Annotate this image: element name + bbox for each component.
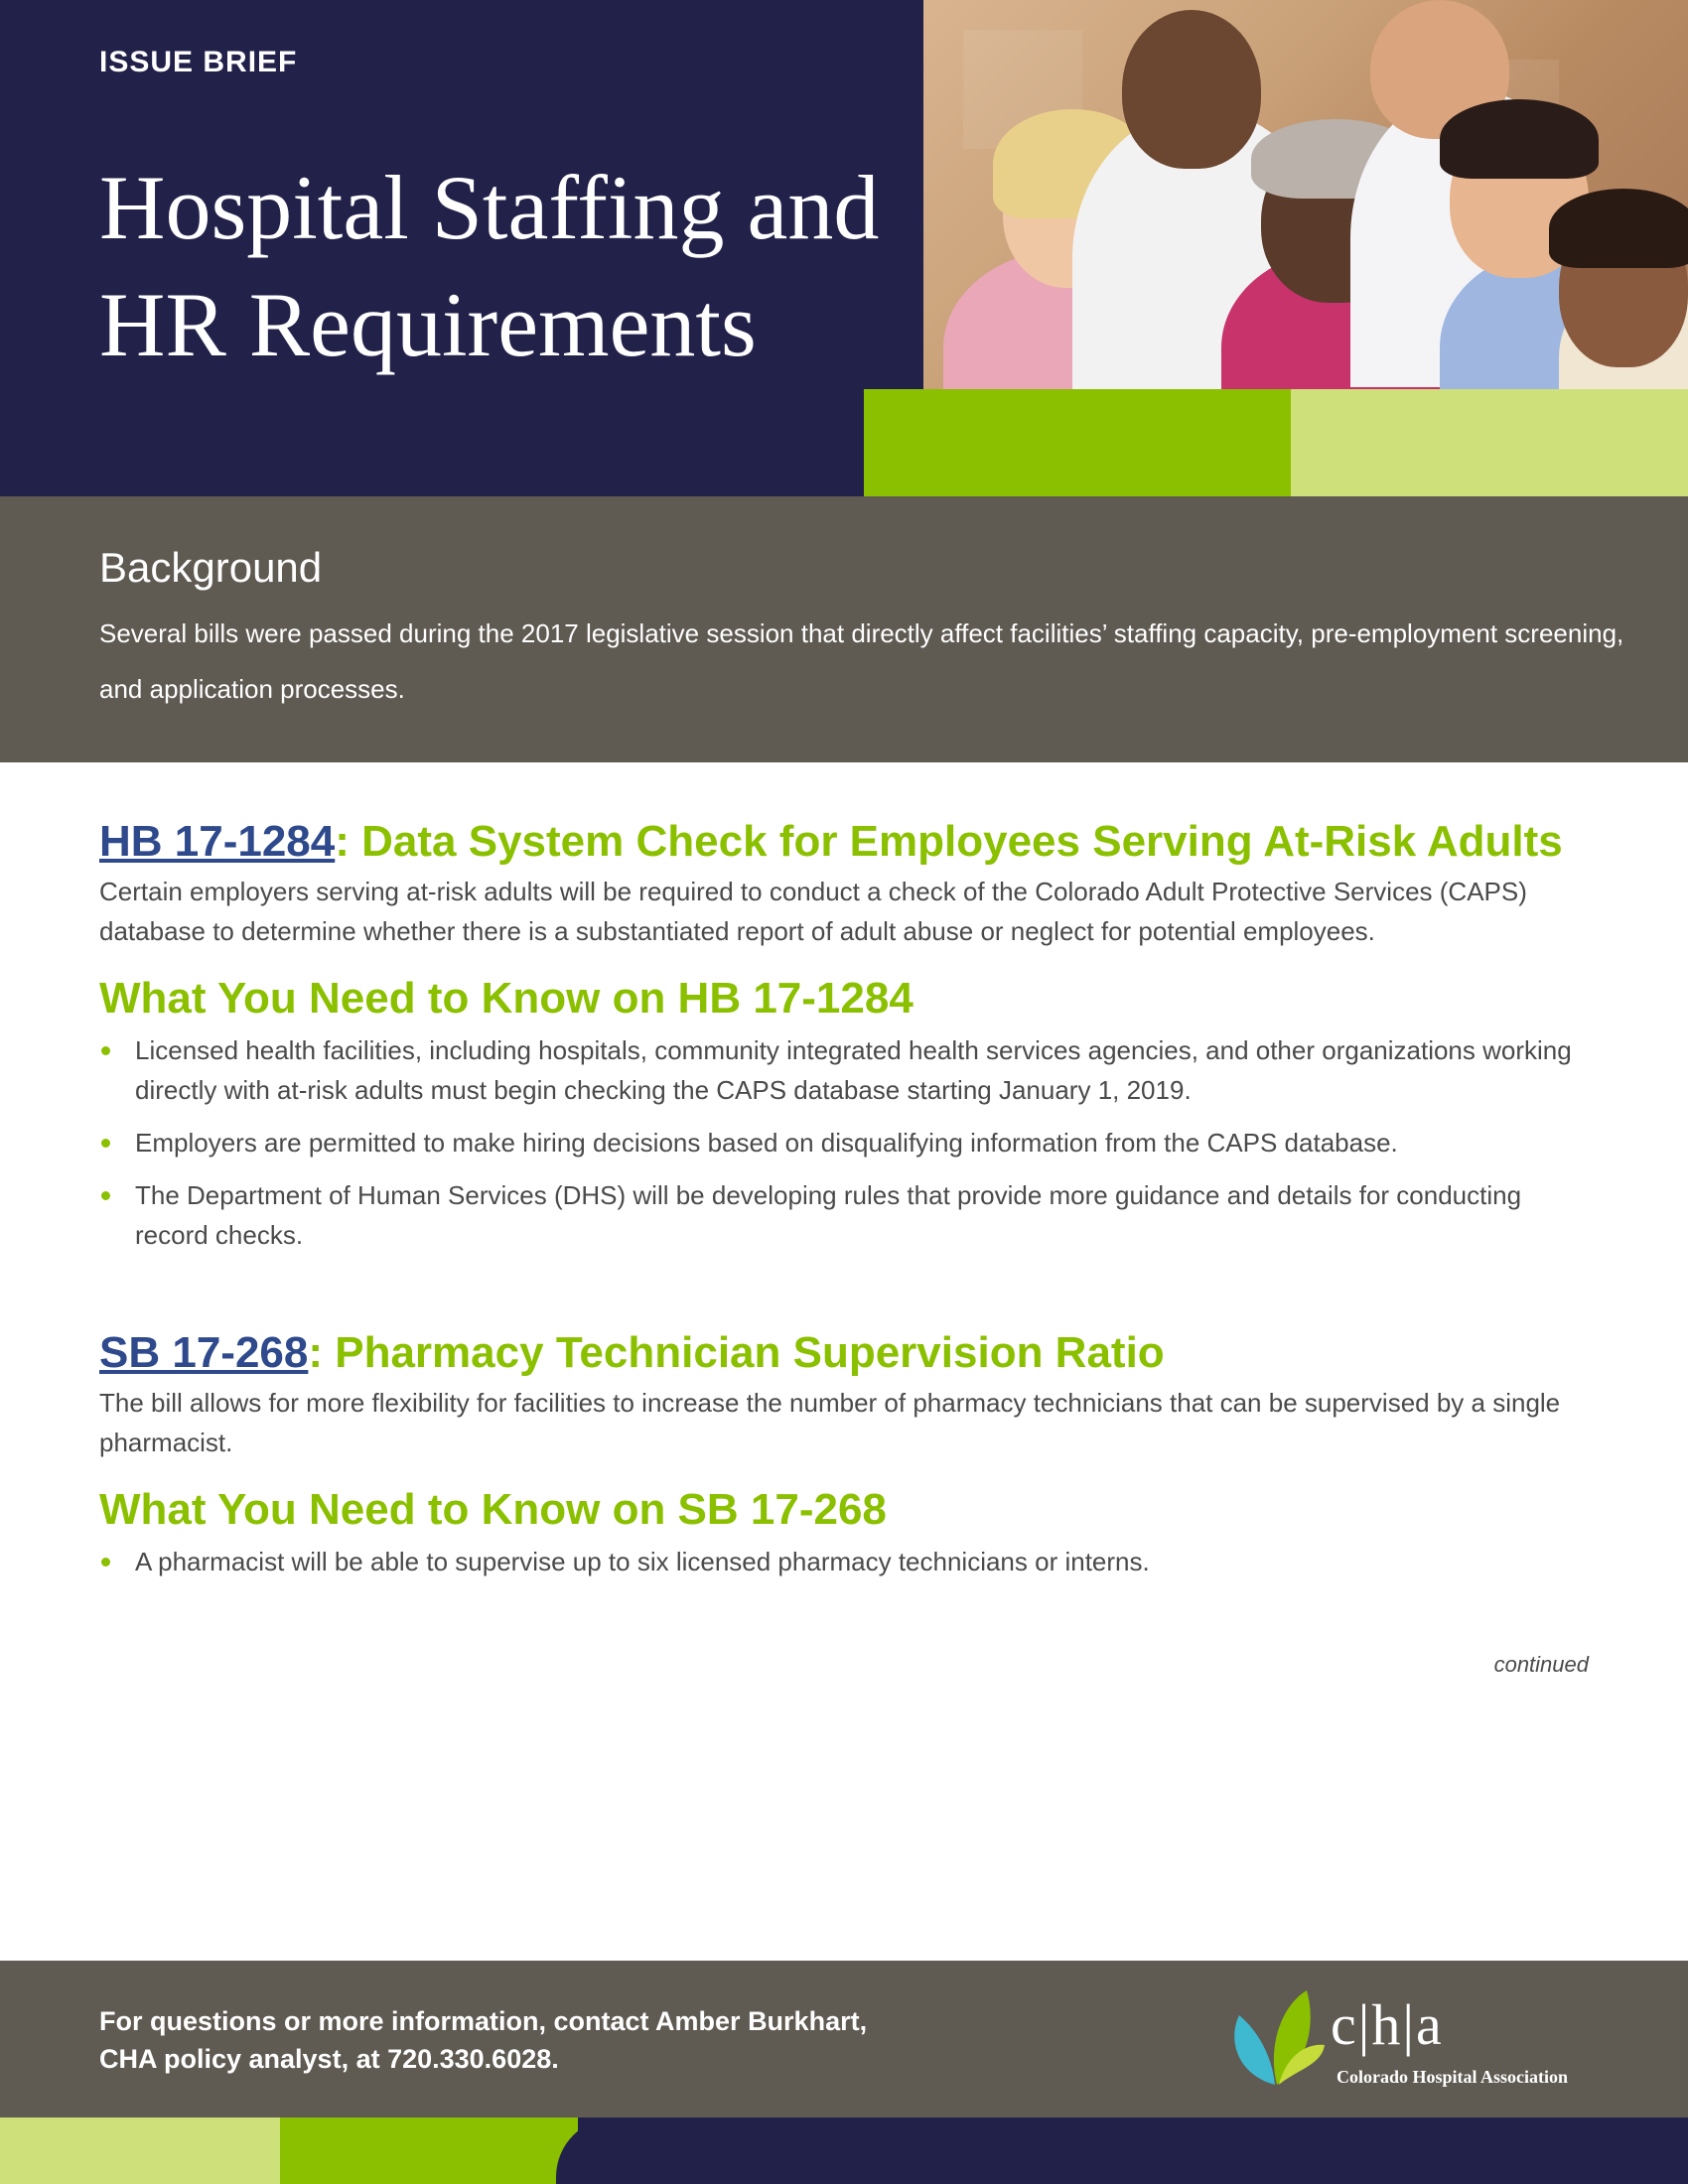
- healthcare-team-photo: [923, 0, 1688, 389]
- leaf-logo-icon: [1227, 1985, 1327, 2095]
- bill-link-sb-17-268[interactable]: SB 17-268: [99, 1328, 309, 1377]
- logo-letters: c|h|a: [1331, 1992, 1444, 2057]
- bullet-item: [99, 1175, 1589, 1255]
- bullet-text: Employers are permitted to make hiring decisions based on disqualifying information from the CAPS database.: [135, 1128, 1398, 1158]
- footer-contact-line1: For questions or more information, contact Amber Burkhart,: [99, 2006, 868, 2036]
- footer-contact-line2: CHA policy analyst, at 720.330.6028.: [99, 2044, 559, 2074]
- section-subheading: What You Need to Know on HB 17-1284: [99, 974, 914, 1023]
- header-banner: [0, 0, 1688, 496]
- bill-section-sb-17-268: [99, 1325, 1589, 1581]
- bullet-item: [99, 1123, 1589, 1162]
- main-content: [99, 814, 1589, 1594]
- section-title: [99, 814, 1589, 870]
- bullet-text: The Department of Human Services (DHS) will be developing rules that provide more guidance and details for conducting record checks.: [135, 1180, 1522, 1250]
- bullet-dot-icon: [101, 1191, 110, 1200]
- bottom-color-strip: [0, 2117, 1688, 2184]
- bill-section-hb-17-1284: [99, 814, 1589, 1255]
- section-description: The bill allows for more flexibility for facilities to increase the number of pharmacy technicians that can be supervised by a single pharmacist.: [99, 1388, 1561, 1457]
- section-title-text: : Pharmacy Technician Supervision Ratio: [308, 1328, 1165, 1377]
- issue-brief-kicker: ISSUE BRIEF: [99, 46, 298, 78]
- section-description: Certain employers serving at-risk adults will be required to conduct a check of the Colorado Adult Protective Services (CAPS) database to determine whether there is a substantiated report of adult abuse or neglect for potential employees.: [99, 877, 1527, 946]
- bullet-text: Licensed health facilities, including hospitals, community integrated health services agencies, and other organizations working directly with at-risk adults must begin checking the CAPS database starting January 1, 2019.: [135, 1035, 1572, 1105]
- bullet-text: A pharmacist will be able to supervise up to six licensed pharmacy technicians or interns.: [135, 1547, 1150, 1576]
- bullet-list: [99, 1542, 1589, 1581]
- bullet-dot-icon: [101, 1558, 110, 1567]
- cha-logo: [1227, 1976, 1644, 2105]
- page-title: Hospital Staffing and HR Requirements: [99, 157, 880, 375]
- logo-organization-name: Colorado Hospital Association: [1336, 2067, 1569, 2087]
- bullet-list: [99, 1030, 1589, 1255]
- bullet-item: [99, 1542, 1589, 1581]
- section-subheading: What You Need to Know on SB 17-268: [99, 1485, 887, 1534]
- section-title: [99, 1325, 1589, 1381]
- green-accent-band: [864, 389, 1291, 496]
- bill-link-hb-17-1284[interactable]: HB 17-1284: [99, 817, 336, 866]
- bullet-item: [99, 1030, 1589, 1110]
- bullet-dot-icon: [101, 1139, 110, 1148]
- light-green-accent-band: [1291, 389, 1688, 496]
- background-text: Several bills were passed during the 2017 legislative session that directly affect facilities’ staffing capacity, pre-employment screening, and application processes.: [99, 618, 1624, 704]
- footer-contact: [99, 2002, 867, 2078]
- bullet-dot-icon: [101, 1046, 110, 1055]
- section-title-text: : Data System Check for Employees Serving At-Risk Adults: [335, 817, 1563, 866]
- continued-note: continued: [1493, 1652, 1589, 1677]
- background-heading: Background: [99, 544, 323, 591]
